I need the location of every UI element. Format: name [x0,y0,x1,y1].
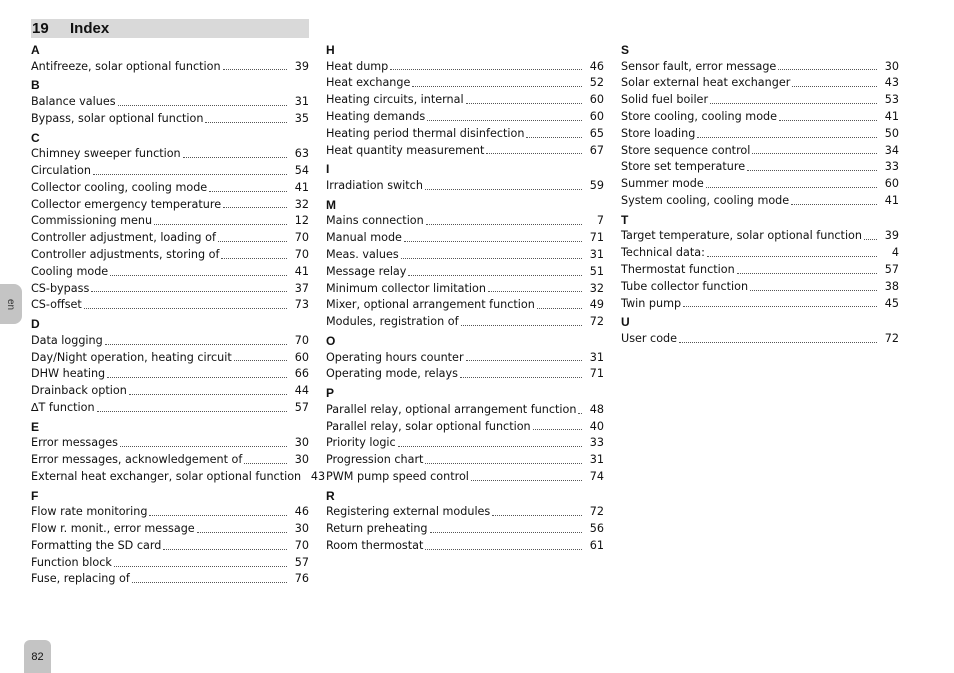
index-entry-page: 7 [596,214,604,228]
index-entry[interactable] [31,297,309,314]
index-entry[interactable] [326,504,604,521]
index-entry-term: Solid fuel boiler [621,93,709,107]
index-entry-page: 76 [294,572,309,586]
dot-leader [425,549,582,550]
dot-leader [737,273,877,274]
dot-leader [120,446,287,447]
index-letter-heading: F [31,488,39,503]
index-entry-term: Circulation [31,163,91,177]
dot-leader [91,291,287,292]
index-entry-term: Parallel relay, optional arrangement function [326,402,577,416]
dot-leader [221,258,287,259]
index-entry-page: 63 [294,147,309,161]
index-entry-term: Heat dump [326,59,389,73]
dot-leader [154,224,287,225]
dot-leader [791,204,877,205]
index-entry-term: Formatting the SD card [31,538,162,552]
index-entry-term: Registering external modules [326,505,491,519]
index-entry-page: 49 [589,298,604,312]
index-entry-page: 33 [589,436,604,450]
index-entry-term: Data logging [31,333,103,347]
index-entry-term: Heating demands [326,109,426,123]
index-entry-term: Controller adjustments, storing of [31,247,220,261]
index-entry[interactable] [31,504,309,521]
index-entry[interactable] [326,264,604,281]
index-entry[interactable] [31,146,309,163]
index-entry-page: 43 [310,469,326,483]
index-entry[interactable] [31,538,309,555]
dot-leader [132,582,287,583]
index-entry-page: 41 [294,264,309,278]
index-entry[interactable] [326,452,604,469]
index-entry-term: Progression chart [326,453,424,467]
index-entry-term: External heat exchanger, solar optional function [31,469,302,483]
dot-leader [408,275,582,276]
index-entry-term: Store sequence control [621,143,751,157]
dot-leader [706,187,877,188]
dot-leader [84,308,287,309]
index-entry-page: 53 [884,93,899,107]
index-entry[interactable] [326,402,604,419]
index-entry-page: 31 [589,453,604,467]
index-entry-term: Parallel relay, solar optional function [326,419,531,433]
index-entry[interactable] [326,247,604,264]
index-entry-term: CS-bypass [31,281,90,295]
index-entry[interactable] [31,469,326,486]
dot-leader [492,515,582,516]
index-entry[interactable] [326,143,604,160]
dot-leader [461,325,582,326]
index-entry-page: 40 [589,419,604,433]
dot-leader [750,290,877,291]
index-entry-page: 61 [589,538,604,552]
dot-leader [747,170,877,171]
dot-leader [488,291,582,292]
index-letter-heading: P [326,386,335,401]
index-column-2 [326,40,604,555]
index-entry-term: Operating mode, relays [326,367,458,381]
index-letter-heading: T [621,212,629,227]
index-entry-page: 50 [884,126,899,140]
index-entry[interactable] [326,419,604,436]
index-entry-page: 34 [884,143,899,157]
index-entry-term: Error messages, acknowledgement of [31,453,243,467]
section-title: Index [70,20,110,37]
dot-leader [707,256,877,257]
index-letter-heading: B [31,78,40,93]
dot-leader [864,239,877,240]
index-entry[interactable] [31,230,309,247]
index-entry-term: Priority logic [326,436,396,450]
index-letter-heading: H [326,43,335,57]
index-entry-page: 70 [294,247,309,261]
index-entry-term: CS-offset [31,298,82,312]
index-entry-page: 45 [884,296,899,310]
dot-leader [107,377,287,378]
dot-leader [425,463,582,464]
index-entry-page: 31 [589,247,604,261]
index-entry[interactable] [621,75,899,92]
index-entry[interactable] [326,92,604,109]
index-entry[interactable] [31,163,309,180]
index-entry-term: Antifreeze, solar optional function [31,59,221,73]
index-entry[interactable] [31,383,309,400]
index-entry[interactable] [326,521,604,538]
index-entry-term: ∆T function [31,400,95,414]
index-entry-term: Bypass, solar optional function [31,111,204,125]
index-entry-term: Commissioning menu [31,214,153,228]
index-entry[interactable] [621,279,899,296]
dot-leader [792,86,877,87]
index-entry[interactable] [326,366,604,383]
index-entry-page: 67 [589,143,604,157]
index-entry-page: 31 [294,94,309,108]
dot-leader [466,360,582,361]
index-entry-term: Heat quantity measurement [326,143,485,157]
dot-leader [778,69,877,70]
index-entry-term: Flow rate monitoring [31,505,148,519]
dot-leader [129,394,287,395]
index-entry-page: 39 [294,59,309,73]
dot-leader [578,413,582,414]
dot-leader [105,344,287,345]
index-entry[interactable] [326,109,604,126]
language-tab [0,284,22,324]
index-entry[interactable] [31,264,309,281]
index-entry-term: Heating circuits, internal [326,93,464,107]
dot-leader [412,86,582,87]
index-entry-page: 60 [589,109,604,123]
index-entry-page: 57 [294,400,309,414]
index-entry-page: 70 [294,231,309,245]
index-entry[interactable] [621,262,899,279]
index-letter-heading: D [31,317,40,332]
index-entry[interactable] [31,180,309,197]
index-entry-term: PWM pump speed control [326,469,469,483]
index-letter-heading: M [326,197,336,212]
index-entry-term: Day/Night operation, heating circuit [31,350,232,364]
index-entry[interactable] [621,245,899,262]
index-entry-term: Cooling mode [31,264,109,278]
index-entry-page: 70 [294,538,309,552]
index-entry[interactable] [326,75,604,92]
index-entry-page: 51 [589,264,604,278]
dot-leader [183,157,287,158]
language-tab-label: en [5,298,17,310]
dot-leader [486,153,582,154]
index-entry-term: Thermostat function [621,262,735,276]
index-entry-page: 57 [294,555,309,569]
index-entry-page: 60 [589,93,604,107]
dot-leader [697,137,877,138]
index-entry-page: 70 [294,333,309,347]
index-entry-page: 30 [294,522,309,536]
index-entry[interactable] [326,213,604,230]
index-entry-page: 31 [589,350,604,364]
index-letter-heading: C [31,130,40,145]
index-letter-heading: O [326,333,336,348]
index-entry[interactable] [621,92,899,109]
dot-leader [398,446,582,447]
index-entry-term: Controller adjustment, loading of [31,231,216,245]
index-entry[interactable] [31,111,309,128]
index-entry[interactable] [326,435,604,452]
index-entry-term: Summer mode [621,177,704,191]
dot-leader [205,122,287,123]
index-entry[interactable] [31,571,309,588]
index-entry-page: 74 [589,469,604,483]
index-entry[interactable] [621,228,899,245]
dot-leader [404,241,582,242]
index-entry-term: Return preheating [326,522,428,536]
index-entry[interactable] [621,109,899,126]
index-entry-term: Chimney sweeper function [31,147,181,161]
index-entry[interactable] [31,333,309,350]
index-entry-page: 71 [589,367,604,381]
section-header [31,19,309,38]
dot-leader [163,549,287,550]
index-entry[interactable] [326,230,604,247]
index-entry[interactable] [621,126,899,143]
index-letter-heading: R [326,488,335,503]
index-entry-term: Technical data: [621,246,705,260]
index-entry-page: 43 [884,76,899,90]
dot-leader [426,224,582,225]
index-entry-page: 73 [294,298,309,312]
index-entry-term: Flow r. monit., error message [31,522,195,536]
page-number: 82 [31,650,44,663]
dot-leader [430,532,582,533]
index-entry-page: 32 [589,281,604,295]
index-entry[interactable] [621,159,899,176]
index-entry-page: 4 [891,246,899,260]
index-entry-term: Mixer, optional arrangement function [326,298,535,312]
index-entry-term: Store loading [621,126,696,140]
dot-leader [427,120,582,121]
index-entry-term: Heating period thermal disinfection [326,126,525,140]
index-entry[interactable] [31,197,309,214]
index-letter-heading: I [326,162,330,177]
index-entry[interactable] [31,435,309,452]
index-entry[interactable] [326,297,604,314]
dot-leader [471,480,582,481]
index-entry-page: 72 [589,505,604,519]
index-entry[interactable] [31,213,309,230]
index-entry-term: Store set temperature [621,160,746,174]
index-entry-term: Modules, registration of [326,315,459,329]
dot-leader [526,137,582,138]
index-entry-page: 59 [589,178,604,192]
index-entry[interactable] [326,178,604,195]
dot-leader [533,429,582,430]
index-entry-term: Drainback option [31,384,127,398]
index-entry-page: 33 [884,160,899,174]
index-entry-term: Store cooling, cooling mode [621,109,778,123]
index-entry-term: System cooling, cooling mode [621,193,790,207]
dot-leader [209,191,287,192]
dot-leader [401,258,582,259]
index-entry[interactable] [31,452,309,469]
index-entry[interactable] [326,350,604,367]
index-entry[interactable] [31,247,309,264]
index-entry-page: 41 [884,109,899,123]
dot-leader [460,377,582,378]
index-entry-page: 52 [589,76,604,90]
index-entry-page: 57 [884,262,899,276]
dot-leader [223,207,287,208]
index-entry[interactable] [621,143,899,160]
index-entry[interactable] [31,59,309,76]
index-entry[interactable] [31,400,309,417]
index-entry[interactable] [326,59,604,76]
dot-leader [425,189,582,190]
index-entry[interactable] [326,126,604,143]
index-entry[interactable] [621,331,899,348]
index-entry-page: 32 [294,197,309,211]
index-column-1 [31,40,326,588]
dot-leader [97,411,287,412]
index-entry-term: Minimum collector limitation [326,281,486,295]
index-entry-page: 30 [884,59,899,73]
index-entry-page: 60 [884,177,899,191]
dot-leader [752,153,877,154]
index-entry[interactable] [621,59,899,76]
index-entry-term: Error messages [31,436,118,450]
index-entry[interactable] [621,296,899,313]
index-entry-page: 38 [884,279,899,293]
index-entry[interactable] [31,521,309,538]
index-entry-term: Room thermostat [326,538,424,552]
index-entry[interactable] [621,176,899,193]
dot-leader [466,103,582,104]
index-entry[interactable] [326,281,604,298]
dot-leader [118,105,287,106]
index-entry-term: Collector emergency temperature [31,197,222,211]
index-entry-term: Tube collector function [621,279,749,293]
index-entry-term: Target temperature, solar optional function [621,229,862,243]
index-entry-term: Fuse, replacing of [31,572,130,586]
index-entry-term: Meas. values [326,247,399,261]
index-entry-term: Message relay [326,264,407,278]
index-entry-term: User code [621,331,678,345]
index-entry[interactable] [31,366,309,383]
index-letter-heading: U [621,315,630,330]
index-entry-term: Manual mode [326,231,402,245]
index-entry-page: 56 [589,522,604,536]
index-entry-page: 12 [294,214,309,228]
index-entry-page: 30 [294,436,309,450]
index-entry-page: 39 [884,229,899,243]
index-entry-page: 46 [589,59,604,73]
index-entry[interactable] [31,350,309,367]
index-entry[interactable] [326,538,604,555]
dot-leader [93,174,287,175]
index-letter-heading: S [621,43,630,57]
index-entry-page: 35 [294,111,309,125]
index-entry[interactable] [326,469,604,486]
index-entry-page: 66 [294,367,309,381]
dot-leader [710,103,877,104]
dot-leader [390,69,582,70]
index-entry-term: Operating hours counter [326,350,464,364]
page-number-badge [24,640,51,673]
dot-leader [779,120,877,121]
index-entry-term: Irradiation switch [326,178,423,192]
index-column-3 [621,40,899,348]
dot-leader [197,532,287,533]
dot-leader [149,515,287,516]
dot-leader [234,360,287,361]
dot-leader [537,308,582,309]
index-entry-page: 60 [294,350,309,364]
index-entry[interactable] [326,314,604,331]
index-entry-page: 72 [884,331,899,345]
dot-leader [223,69,287,70]
index-entry-term: DHW heating [31,367,106,381]
index-entry[interactable] [621,193,899,210]
dot-leader [244,463,287,464]
dot-leader [683,306,877,307]
section-number: 19 [32,20,49,37]
index-entry-page: 41 [884,193,899,207]
dot-leader [114,566,287,567]
dot-leader [679,342,877,343]
index-entry-page: 48 [589,402,604,416]
index-entry-term: Heat exchange [326,76,411,90]
index-entry-page: 65 [589,126,604,140]
index-entry-page: 30 [294,453,309,467]
index-entry-page: 46 [294,505,309,519]
index-entry-term: Balance values [31,94,116,108]
index-entry-page: 71 [589,231,604,245]
index-entry[interactable] [31,555,309,572]
index-letter-heading: A [31,43,40,57]
index-entry-page: 41 [294,180,309,194]
index-entry-page: 54 [294,163,309,177]
index-entry-term: Twin pump [621,296,682,310]
index-entry-term: Solar external heat exchanger [621,76,791,90]
index-entry-term: Function block [31,555,112,569]
index-entry[interactable] [31,281,309,298]
index-entry-page: 44 [294,384,309,398]
index-entry-term: Sensor fault, error message [621,59,777,73]
index-entry-term: Mains connection [326,214,424,228]
index-entry[interactable] [31,94,309,111]
dot-leader [110,275,287,276]
index-entry-page: 37 [294,281,309,295]
index-entry-page: 72 [589,315,604,329]
index-letter-heading: E [31,419,40,434]
index-entry-term: Collector cooling, cooling mode [31,180,208,194]
dot-leader [218,241,287,242]
